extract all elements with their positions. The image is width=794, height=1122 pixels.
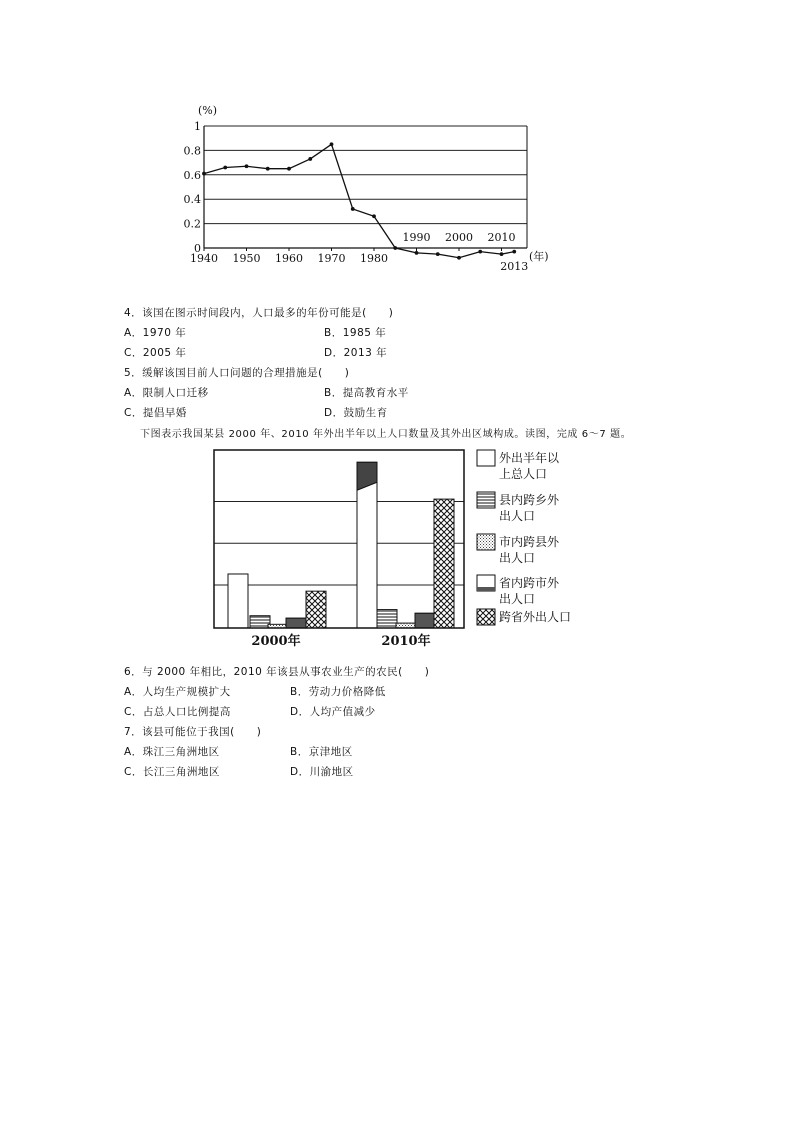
legend-swatch (477, 450, 495, 466)
y-tick-label: 0.6 (183, 168, 201, 182)
legend-label: 出人口 (499, 509, 536, 523)
intro-text: 下图表示我国某县 2000 年、2010 年外出半年以上人口数量及其外出区域构成。读图，完成 6～7 题。 (140, 429, 632, 440)
bar-chart-grid (214, 502, 464, 585)
question-6-option-d: D．人均产值减少 (290, 706, 376, 718)
y-tick-label: 1 (194, 120, 201, 133)
x-tick-label: 1990 (402, 231, 431, 244)
data-point (287, 167, 291, 171)
category-label: 2010年 (381, 634, 431, 649)
data-point (266, 167, 270, 171)
legend-label: 省内跨市外 (499, 576, 560, 590)
question-6-option-a: A．人均生产规模扩大 (124, 686, 231, 698)
question-4-option-d: D．2013 年 (324, 347, 388, 359)
bar-chart-categories (251, 633, 430, 649)
x-tick-label: 2010 (487, 231, 516, 244)
bar-shading (286, 618, 306, 628)
question-4-option-b: B．1985 年 (324, 327, 387, 339)
y-tick-label: 0 (194, 242, 201, 255)
data-point (308, 157, 312, 161)
data-point (415, 251, 419, 255)
data-point (223, 166, 227, 170)
x-tick-label: 1960 (275, 252, 303, 265)
question-7-option-a: A．珠江三角洲地区 (124, 746, 220, 758)
question-7-option-b: B．京津地区 (290, 746, 353, 758)
bar (306, 591, 326, 628)
line-chart-axes (204, 126, 527, 248)
line-chart (183, 98, 560, 278)
data-point (351, 207, 355, 211)
x-tick-label: 1940 (190, 252, 218, 265)
bar-chart-bars (228, 462, 454, 628)
y-tick-label: 0.8 (183, 144, 201, 158)
question-4-option-a: A．1970 年 (124, 327, 187, 339)
x-tick-label: 1970 (317, 252, 346, 265)
legend-swatch (477, 609, 495, 625)
x-axis-unit-label: (年) (529, 250, 549, 263)
line-chart-ticks (184, 120, 529, 273)
question-5-option-a: A．限制人口迁移 (124, 387, 209, 399)
bar-shading (415, 613, 435, 628)
legend-label: 市内跨县外 (499, 535, 560, 549)
y-tick-label: 0.2 (183, 217, 201, 231)
data-point (436, 252, 440, 256)
question-6: 6．与 2000 年相比，2010 年该县从事农业生产的农民( ) (124, 666, 430, 678)
category-label: 2000年 (251, 634, 301, 649)
y-tick-label: 0.4 (183, 193, 201, 207)
x-tick-label: 1950 (232, 252, 261, 265)
question-6-option-c: C．占总人口比例提高 (124, 706, 231, 718)
question-7-option-c: C．长江三角洲地区 (124, 766, 220, 778)
legend-label: 出人口 (499, 592, 536, 606)
data-point (457, 256, 461, 260)
legend-swatch-band (477, 587, 495, 591)
data-point (202, 172, 206, 176)
bar (434, 499, 454, 628)
legend-label: 跨省外出人口 (499, 610, 572, 624)
question-7: 7．该县可能位于我国( ) (124, 726, 262, 738)
question-4: 4．该国在图示时间段内，人口最多的年份可能是( ) (124, 307, 394, 319)
question-5: 5．缓解该国目前人口问题的合理措施是( ) (124, 367, 350, 379)
legend-label: 出人口 (499, 551, 536, 565)
question-6-option-b: B．劳动力价格降低 (290, 686, 386, 698)
legend-label: 上总人口 (499, 467, 548, 481)
question-4-option-c: C．2005 年 (124, 347, 187, 359)
data-point (393, 246, 397, 250)
data-point (478, 250, 482, 254)
x-tick-label: 1980 (360, 252, 388, 265)
bar (228, 574, 248, 628)
line-chart-grid (204, 126, 527, 224)
plot-frame (214, 450, 464, 628)
legend-swatch (477, 534, 495, 550)
bar (377, 610, 397, 628)
data-point (512, 250, 516, 254)
bar-chart (210, 448, 590, 660)
legend-swatch (477, 492, 495, 508)
legend-label: 外出半年以 (499, 451, 560, 465)
y-axis-unit-label: (%) (198, 104, 218, 117)
bar-chart-legend (477, 450, 571, 625)
legend-label: 县内跨乡外 (499, 493, 560, 507)
question-7-option-d: D．川渝地区 (290, 766, 354, 778)
data-point (245, 164, 249, 168)
bar-chart-axes (214, 450, 464, 628)
x-tick-label: 2000 (445, 231, 473, 244)
question-5-option-c: C．提倡早婚 (124, 407, 187, 419)
data-point (500, 252, 504, 256)
bar (250, 616, 270, 628)
data-point (372, 214, 376, 218)
question-5-option-d: D．鼓励生育 (324, 407, 388, 419)
data-point (330, 142, 334, 146)
x-tick-label-end: 2013 (500, 260, 529, 273)
question-5-option-b: B．提高教育水平 (324, 387, 409, 399)
